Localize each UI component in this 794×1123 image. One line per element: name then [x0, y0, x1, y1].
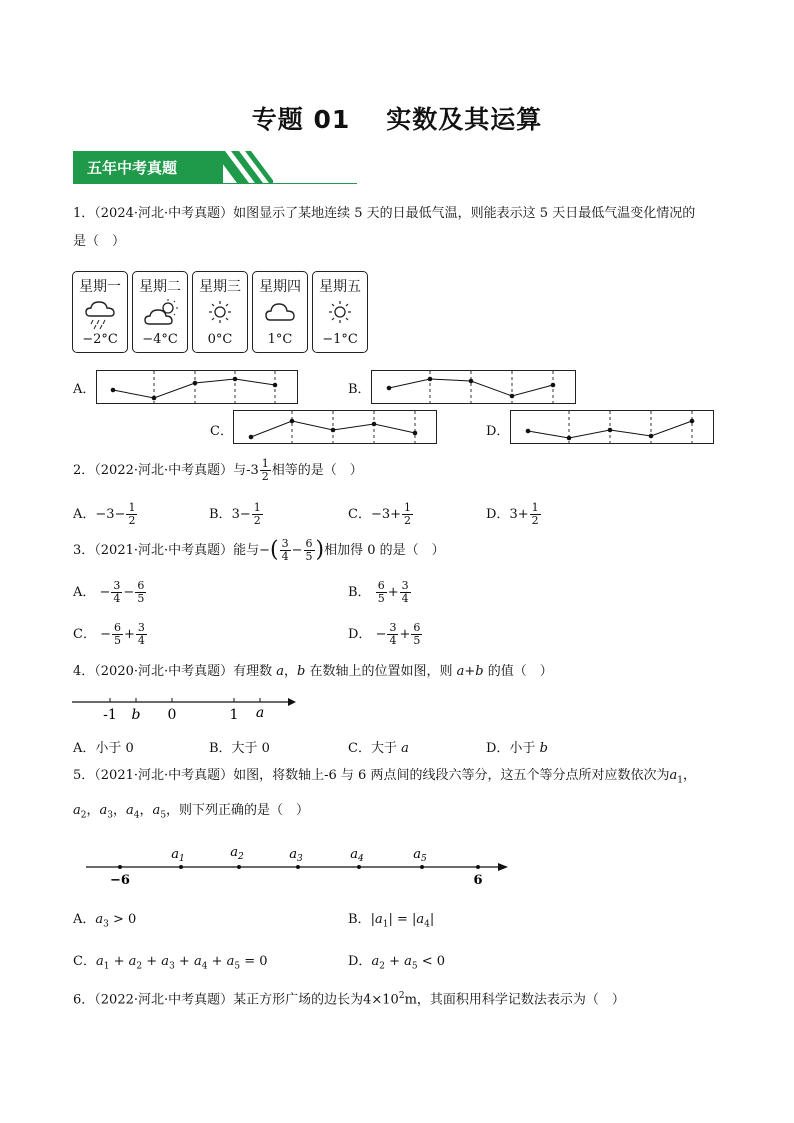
line-graph-b: [372, 371, 575, 403]
line-graph-d: [511, 411, 713, 443]
question-1-stem: [73, 204, 733, 252]
line-graph-a: [97, 371, 297, 403]
card-temp: 1°C: [267, 332, 293, 347]
var-b: b: [297, 664, 306, 679]
q1-option-d-label[interactable]: D．: [486, 424, 510, 439]
frac-den: 4: [401, 592, 409, 605]
weather-card-tue: [132, 271, 188, 353]
axis-right-label: 6: [473, 873, 483, 888]
opt-frac: [376, 580, 387, 605]
q1-option-b-graph[interactable]: [371, 370, 576, 404]
card-day: 星期二: [139, 279, 181, 295]
tick-label-a: a: [255, 705, 265, 721]
frac-den: 5: [113, 634, 121, 647]
card-temp: −2°C: [82, 332, 118, 347]
frac-den: 5: [305, 550, 313, 563]
partly-cloudy-icon: [144, 298, 180, 330]
frac-num: 1: [261, 457, 269, 470]
opt-label: C．: [73, 954, 96, 969]
card-temp: 0°C: [207, 332, 233, 347]
q3-option-d[interactable]: D． − $\frac{3}{4}$ + $\frac{6}{5}$: [348, 621, 421, 647]
banner-stripes-icon: [213, 151, 273, 185]
frac-den: 5: [137, 592, 145, 605]
title-topic-number: 专题 01: [251, 105, 351, 134]
rain-cloud-icon: [84, 298, 118, 330]
q1-option-a-label[interactable]: A．: [73, 382, 96, 397]
q6-unit: m: [404, 992, 417, 1008]
opt-label: A．: [73, 912, 96, 927]
q5-option-c[interactable]: C．$a_1 + a_2 + a_3 + a_4 + a_5 = 0$: [73, 954, 268, 972]
tick-label-b: b: [131, 707, 141, 723]
frac-num: 3: [401, 579, 409, 592]
page-title: [0, 100, 794, 136]
q4-option-c[interactable]: [348, 737, 409, 756]
q3-stem-a: 3．（2021·河北·中考真题）能与: [73, 543, 260, 558]
opt-expr: < 0: [417, 954, 446, 969]
question-5-stem: 5．（2021·河北·中考真题）如图，将数轴上-6 与 6 两点间的线段六等分，这五个等分点所对应数依次为$a_1$， $a_2$，$a_3$，$a_4$，$a_5$，则下列正确的是（ ）: [73, 768, 696, 821]
question-4-stem: [73, 662, 553, 682]
q3-frac-1: [280, 538, 291, 563]
opt-label: D．: [486, 507, 510, 522]
q4-number-line: [70, 690, 300, 724]
q1-option-a-graph[interactable]: [96, 370, 298, 404]
q3-frac-2: [304, 538, 315, 563]
q2-option-a[interactable]: [73, 502, 138, 527]
q2-stem-b: 相等的是（ ）: [271, 463, 363, 478]
frac-den: 4: [389, 634, 397, 647]
card-day: 星期四: [259, 279, 301, 295]
q4-option-d[interactable]: [486, 737, 548, 756]
q5-option-b[interactable]: B．$|a_1| = |a_4|$: [348, 912, 435, 930]
opt-expr: −3−: [95, 507, 126, 522]
weather-card-mon: [72, 271, 128, 353]
q5-number-line: [82, 842, 512, 888]
frac-den: 2: [261, 470, 269, 483]
frac-num: 1: [253, 501, 261, 514]
opt-text: C．大于: [348, 741, 402, 756]
frac-num: 6: [113, 621, 121, 634]
point-a2: $a_2$: [230, 845, 244, 862]
frac-num: 6: [413, 621, 421, 634]
q4-stem-a: 4．（2020·河北·中考真题）有理数: [73, 664, 277, 679]
q1-line-2: 是（ ）: [73, 234, 126, 249]
question-2-stem: [73, 458, 363, 483]
card-temp: −1°C: [322, 332, 358, 347]
q1-option-c-label[interactable]: C．: [210, 424, 233, 439]
point-a5: $a_5$: [413, 847, 427, 864]
sun-icon: [204, 298, 236, 330]
opt-label: A．: [73, 585, 96, 600]
axis-left-label: −6: [110, 873, 130, 888]
opt-frac: [112, 622, 123, 647]
frac-num: 1: [128, 501, 136, 514]
card-day: 星期三: [199, 279, 241, 295]
opt-frac: [135, 580, 146, 605]
cloud-icon: [264, 298, 298, 330]
opt-label: C．: [73, 627, 96, 642]
card-temp: −4°C: [142, 332, 178, 347]
opt-expr: 3−: [231, 507, 251, 522]
q2-option-c[interactable]: [348, 502, 414, 527]
opt-label: B．: [348, 585, 371, 600]
frac-den: 2: [253, 514, 261, 527]
opt-expr: = 0: [240, 954, 268, 969]
frac-num: 6: [305, 537, 313, 550]
frac-den: 4: [113, 592, 121, 605]
opt-label: D．: [348, 954, 372, 969]
frac-den: 4: [281, 550, 289, 563]
tick-label-neg1: -1: [103, 707, 117, 723]
q6-stem-a: 6．（2022·河北·中考真题）某正方形广场的边长为: [73, 992, 364, 1008]
banner-label: 五年中考真题: [87, 159, 178, 177]
opt-expr: −3+: [370, 507, 402, 522]
q2-option-b[interactable]: [209, 502, 264, 527]
q3-option-b[interactable]: B． $\frac{6}{5}$ + $\frac{3}{4}$: [348, 579, 409, 605]
weather-card-wed: [192, 271, 248, 353]
title-topic-name: 实数及其运算: [386, 105, 543, 134]
opt-frac: [136, 622, 147, 647]
opt-label: C．: [348, 507, 371, 522]
q2-fraction: [260, 458, 271, 483]
q4-option-a[interactable]: A．小于 0: [73, 741, 134, 756]
frac-num: 3: [137, 621, 145, 634]
frac-den: 5: [413, 634, 421, 647]
q1-option-b-label[interactable]: B．: [348, 382, 371, 397]
frac-den: 5: [377, 592, 385, 605]
q5-option-a[interactable]: A．$a_3 > 0$: [73, 912, 137, 930]
q5-line-1: 5．（2021·河北·中考真题）如图，将数轴上-6 与 6 两点间的线段六等分，这五个等分点所对应数依次为: [73, 768, 670, 783]
frac-num: 3: [113, 579, 121, 592]
opt-frac: [111, 580, 122, 605]
var-a: a: [276, 664, 285, 679]
q6-exponent: 2: [398, 991, 405, 1001]
frac-num: 6: [137, 579, 145, 592]
sun-icon: [324, 298, 356, 330]
frac-den: 2: [404, 514, 412, 527]
q3-stem-b: 相加得 0 的是（ ）: [324, 543, 445, 558]
card-day: 星期一: [79, 279, 121, 295]
tick-label-1: 1: [229, 707, 239, 723]
opt-frac: [400, 580, 411, 605]
opt-label: D．: [348, 627, 372, 642]
opt-fraction: [530, 502, 541, 527]
q3-option-c[interactable]: C． − $\frac{6}{5}$ + $\frac{3}{4}$: [73, 621, 145, 647]
q1-line-1: 1．（2024·河北·中考真题）如图显示了某地连续 5 天的日最低气温，则能表示这 5 天日最低气温变化情况的: [73, 206, 696, 221]
opt-label: B．: [209, 507, 232, 522]
opt-fraction: [126, 502, 137, 527]
weather-card-fri: [312, 271, 368, 353]
var-sum: a+b: [456, 664, 484, 679]
question-3-stem: 3．（2021·河北·中考真题）能与−( $\frac{3}{4}$ − $\frac{6}{5}$ )相加得 0 的是（ ）: [73, 537, 445, 563]
q2-option-d[interactable]: [486, 502, 542, 527]
opt-expr: 3+: [509, 507, 529, 522]
frac-den: 2: [531, 514, 539, 527]
banner-underline: [73, 183, 357, 184]
q1-option-d-graph[interactable]: [510, 410, 714, 444]
q4-stem-c: 的值（ ）: [483, 664, 553, 679]
frac-num: 6: [377, 579, 385, 592]
frac-num: 3: [389, 621, 397, 634]
opt-var: b: [539, 741, 548, 756]
frac-num: 1: [404, 501, 412, 514]
q4-option-b[interactable]: B．大于 0: [209, 741, 270, 756]
tick-label-0: 0: [167, 707, 177, 723]
q1-option-c-graph[interactable]: [233, 410, 437, 444]
opt-frac: [387, 622, 398, 647]
q2-neg-int: -3: [246, 463, 259, 478]
frac-den: 4: [137, 634, 145, 647]
opt-var: a: [401, 741, 409, 756]
q4-sep: ，: [284, 664, 298, 679]
opt-frac: [411, 622, 422, 647]
frac-den: 2: [128, 514, 136, 527]
question-6-stem: [73, 986, 625, 1010]
point-a4: $a_4$: [350, 847, 364, 864]
section-banner: [73, 151, 357, 185]
opt-label: A．: [73, 507, 96, 522]
frac-num: 3: [281, 537, 289, 550]
card-day: 星期五: [319, 279, 361, 295]
opt-fraction: [252, 502, 263, 527]
q5-line-2: ，则下列正确的是（ ）: [166, 802, 310, 818]
line-graph-c: [234, 411, 436, 443]
q5-option-d[interactable]: D．$a_2 + a_5 < 0$: [348, 954, 446, 972]
point-a1: $a_1$: [171, 847, 185, 864]
opt-fraction: [402, 502, 413, 527]
point-a3: $a_3$: [289, 847, 303, 864]
frac-num: 1: [531, 501, 539, 514]
weather-card-thu: [252, 271, 308, 353]
opt-expr: > 0: [108, 912, 137, 927]
opt-text: D．小于: [486, 741, 540, 756]
q4-stem-b: 在数轴上的位置如图，则: [305, 664, 457, 679]
q6-stem-b: ，其面积用科学记数法表示为（ ）: [416, 992, 625, 1008]
q6-value: 4×10: [363, 992, 399, 1008]
q2-stem-a: 2．（2022·河北·中考真题）与: [73, 463, 247, 478]
opt-label: B．: [348, 912, 371, 927]
q3-option-a[interactable]: A． − $\frac{3}{4}$ − $\frac{6}{5}$: [73, 579, 145, 605]
